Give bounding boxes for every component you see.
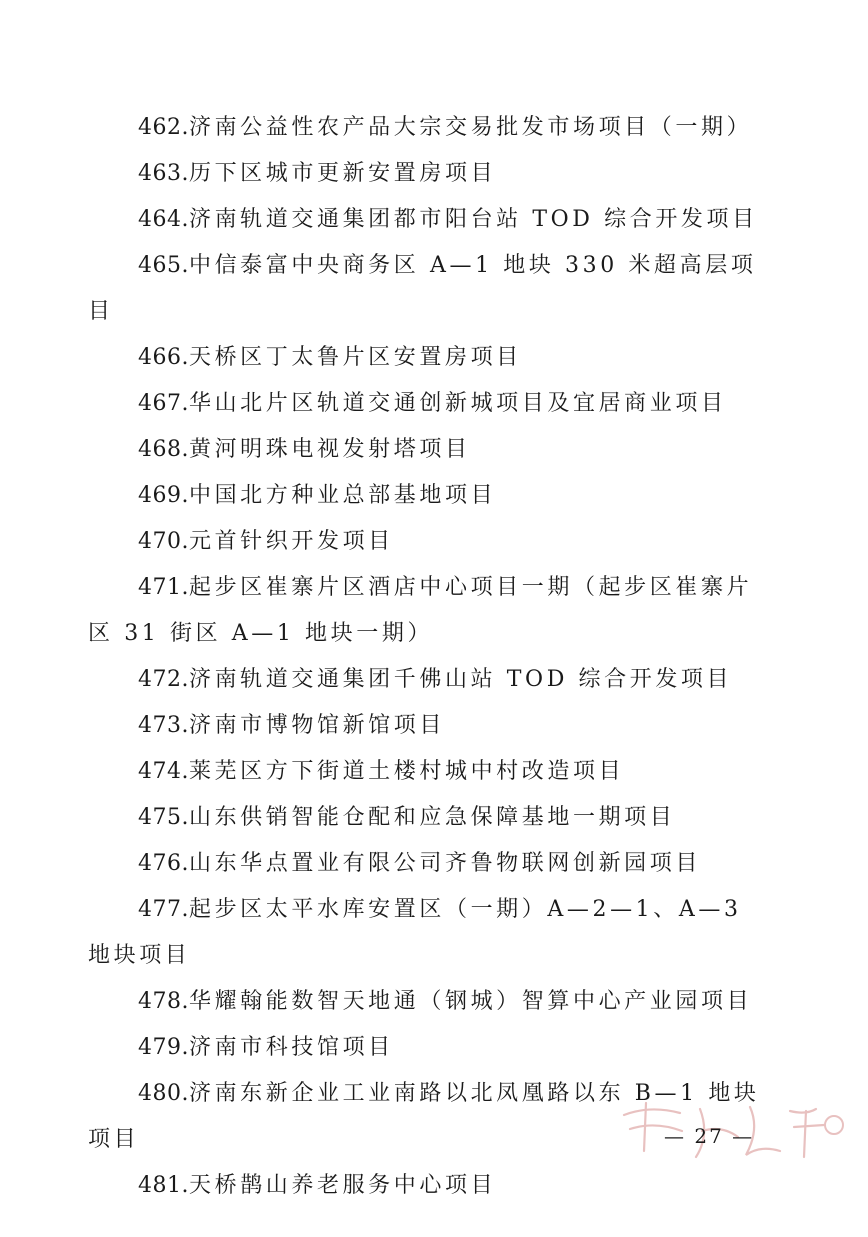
list-item (88, 105, 773, 151)
item-text: 历下区城市更新安置房项目 (188, 161, 497, 186)
list-item (88, 151, 773, 197)
item-text: 山东供销智能仓配和应急保障基地一期项目 (188, 805, 676, 830)
list-item (88, 1163, 773, 1209)
list-item (88, 473, 773, 519)
list-item (88, 197, 773, 243)
item-text: 济南轨道交通集团都市阳台站 TOD 综合开发项目 (188, 207, 758, 232)
item-text: 莱芜区方下街道土楼村城中村改造项目 (188, 759, 625, 784)
item-number: 464. (138, 207, 189, 232)
item-text: 天桥鹊山养老服务中心项目 (188, 1173, 497, 1198)
item-number: 471. (138, 575, 189, 600)
page-number: — 27 — (664, 1124, 755, 1148)
list-item (88, 749, 773, 795)
item-number: 462. (138, 115, 189, 140)
list-item (88, 795, 773, 841)
list-item (88, 703, 773, 749)
item-number: 466. (138, 345, 189, 370)
item-text: 起步区崔寨片区酒店中心项目一期（起步区崔寨片区 31 街区 A—1 地块一期） (88, 575, 753, 646)
item-text: 起步区太平水库安置区（一期）A—2—1、A—3 地块项目 (88, 897, 742, 968)
item-text: 济南公益性农产品大宗交易批发市场项目（一期） (188, 115, 753, 140)
item-number: 470. (138, 529, 189, 554)
item-text: 黄河明珠电视发射塔项目 (188, 437, 471, 462)
item-number: 472. (138, 667, 189, 692)
list-item (88, 335, 773, 381)
list-item (88, 565, 773, 657)
item-number: 475. (138, 805, 189, 830)
item-text: 济南东新企业工业南路以北凤凰路以东 B—1 地块项目 (88, 1081, 760, 1152)
item-text: 华耀翰能数智天地通（钢城）智算中心产业园项目 (188, 989, 753, 1014)
item-number: 467. (138, 391, 189, 416)
list-item (88, 841, 773, 887)
list-item (88, 381, 773, 427)
list-item (88, 887, 773, 979)
item-number: 474. (138, 759, 189, 784)
list-item (88, 979, 773, 1025)
item-number: 468. (138, 437, 189, 462)
seal-icon (825, 1116, 843, 1134)
item-text: 济南市科技馆项目 (188, 1035, 394, 1060)
item-text: 中信泰富中央商务区 A—1 地块 330 米超高层项目 (88, 253, 757, 324)
item-text: 元首针织开发项目 (188, 529, 394, 554)
project-list (88, 105, 773, 1209)
item-text: 天桥区丁太鲁片区安置房项目 (188, 345, 522, 370)
item-number: 473. (138, 713, 189, 738)
item-number: 479. (138, 1035, 189, 1060)
list-item (88, 243, 773, 335)
item-text: 山东华点置业有限公司齐鲁物联网创新园项目 (188, 851, 701, 876)
item-number: 477. (138, 897, 189, 922)
item-text: 济南轨道交通集团千佛山站 TOD 综合开发项目 (188, 667, 733, 692)
item-number: 480. (138, 1081, 189, 1106)
item-text: 中国北方种业总部基地项目 (188, 483, 497, 508)
list-item (88, 1025, 773, 1071)
item-number: 478. (138, 989, 189, 1014)
item-number: 481. (138, 1173, 189, 1198)
list-item (88, 1071, 773, 1163)
item-number: 469. (138, 483, 189, 508)
item-number: 465. (138, 253, 189, 278)
item-number: 476. (138, 851, 189, 876)
list-item (88, 519, 773, 565)
item-number: 463. (138, 161, 189, 186)
item-text: 华山北片区轨道交通创新城项目及宜居商业项目 (188, 391, 727, 416)
list-item (88, 657, 773, 703)
item-text: 济南市博物馆新馆项目 (188, 713, 445, 738)
list-item (88, 427, 773, 473)
